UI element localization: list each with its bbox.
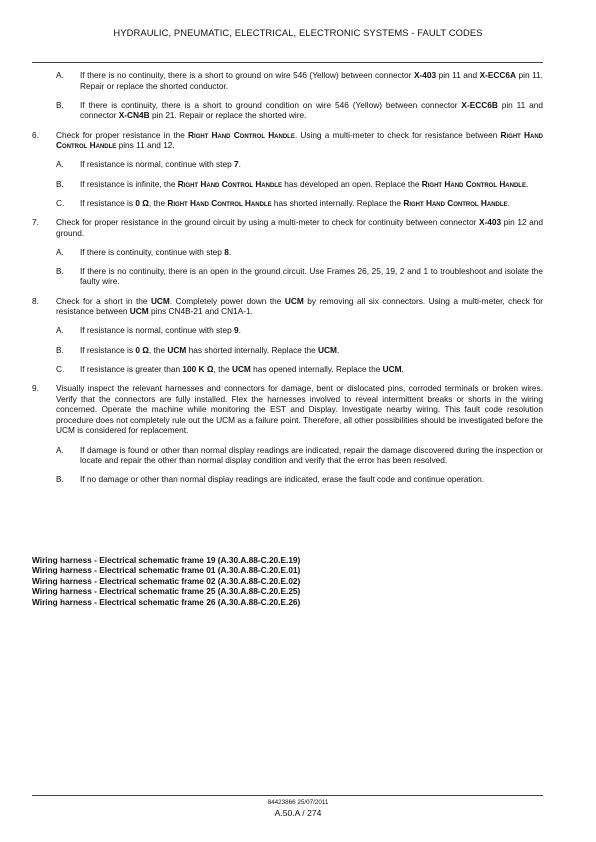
bold-term: UCM	[231, 363, 251, 374]
step-marker: 9.	[32, 383, 39, 393]
step-marker: A.	[56, 325, 64, 336]
step-text: . Completely power down the	[169, 295, 285, 306]
step-marker: 7.	[32, 216, 39, 227]
procedure-step	[32, 383, 543, 436]
procedure-substep	[32, 179, 543, 190]
step-marker: 8.	[32, 295, 39, 306]
step-text: by removing all six connectors. Using a multi-meter, check for resistance between	[56, 295, 543, 317]
bold-term: X-403	[413, 70, 437, 80]
step-text: has opened internally. Replace the	[250, 363, 383, 374]
component-name: Right Hand Control Handle	[421, 178, 526, 189]
step-text: has shorted internally. Replace the	[186, 344, 319, 355]
bold-term: UCM	[284, 295, 304, 306]
step-text: , the	[148, 197, 168, 208]
page-number: A.50.A / 274	[274, 808, 322, 818]
schematic-link[interactable]: Wiring harness - Electrical schematic frame 02 (A.30.A.88-C.20.E.02)	[32, 575, 301, 586]
step-text: If resistance is normal, continue with step	[80, 325, 235, 336]
component-name: Right Hand Control Handle	[403, 197, 508, 208]
step-text: .	[238, 325, 241, 336]
page-header-title: HYDRAULIC, PNEUMATIC, ELECTRICAL, ELECTRONIC SYSTEMS - FAULT CODES	[113, 27, 483, 38]
bold-term: 9	[234, 325, 239, 336]
step-marker: B.	[56, 99, 64, 110]
schematic-link[interactable]: Wiring harness - Electrical schematic frame 26 (A.30.A.88-C.20.E.26)	[32, 596, 301, 607]
procedure-step	[32, 217, 543, 238]
procedure-step	[32, 130, 543, 151]
step-text: .	[238, 159, 241, 170]
schematic-link[interactable]: Wiring harness - Electrical schematic frame 19 (A.30.A.88-C.20.E.19)	[32, 555, 301, 565]
step-text: pins CN4B-21 and CN1A-1.	[148, 306, 253, 317]
step-text: pin 11. Repair or replace the shorted conductor.	[80, 70, 543, 91]
step-text: If there is continuity, there is a short to ground condition on wire 546 (Yellow) between connector	[80, 99, 462, 110]
step-text: .	[507, 197, 510, 208]
step-text: If no damage or other than normal display readings are indicated, erase the fault code and continue operation.	[80, 474, 485, 485]
step-text: pin 11 and	[436, 70, 480, 80]
step-text: pin 21. Repair or replace the shorted wire.	[149, 110, 307, 121]
bold-term: X-ECC6A	[479, 70, 517, 80]
procedure-substep	[32, 364, 543, 375]
bold-term: UCM	[150, 295, 170, 306]
step-text: .	[401, 363, 404, 374]
procedure-substep	[32, 70, 543, 91]
step-text: If resistance is normal, continue with step	[80, 159, 235, 170]
step-text: .	[228, 246, 232, 257]
bold-term: 0 Ω	[135, 344, 149, 355]
step-text: Check for proper resistance in the	[56, 129, 189, 140]
step-text: pin 11 and connector	[80, 99, 543, 121]
procedure-body	[32, 70, 543, 485]
step-marker: B.	[56, 474, 64, 485]
schematic-link[interactable]: Wiring harness - Electrical schematic frame 25 (A.30.A.88-C.20.E.25)	[32, 586, 301, 597]
bold-term: X-CN4B	[118, 110, 150, 121]
bold-term: UCM	[382, 363, 402, 374]
step-marker: B.	[56, 265, 64, 276]
related-links	[32, 555, 552, 607]
bold-term: X-ECC6B	[461, 99, 498, 110]
step-text: .	[525, 178, 529, 189]
procedure-substep	[32, 100, 543, 121]
step-text: has developed an open. Replace the	[281, 178, 422, 189]
step-text: , the	[148, 344, 168, 355]
step-text: If there is continuity, continue with step	[80, 246, 225, 257]
step-marker: A.	[56, 444, 64, 455]
component-name: Right Hand Control Handle	[167, 197, 272, 208]
step-marker: A.	[56, 246, 64, 257]
procedure-substep	[32, 325, 543, 336]
step-marker: B.	[56, 178, 64, 189]
bold-term: 8	[224, 246, 229, 257]
step-text: pins 11 and 12.	[116, 140, 175, 151]
procedure-substep	[32, 474, 543, 485]
step-text: Visually inspect the relevant harnesses and connectors for damage, bent or dislocated pins, corroded terminals or broken wires. Verify that the connectors are fully installed. Flex the harnesses involved to reveal intermittent breaks or shorts in the wiring concerned. Operate the machine while monitoring the EST and Display. Investigate nearby wiring. This fault code resolution procedure does not completely rule out the UCM as a failure point. Therefore, all other possibilities should be investigated before the UCM is considered for replacement.	[56, 383, 543, 436]
step-text: has shorted internally. Replace the	[271, 197, 404, 208]
procedure-step	[32, 296, 543, 317]
procedure-substep	[32, 198, 543, 209]
procedure-substep	[32, 345, 543, 356]
step-text: .	[336, 344, 340, 355]
procedure-substep	[32, 445, 543, 466]
step-text: If there is no continuity, there is a short to ground on wire 546 (Yellow) between connector	[80, 70, 414, 80]
bold-term: 7	[234, 159, 239, 170]
bold-term: 100 K Ω	[182, 363, 214, 374]
step-text: If resistance is infinite, the	[80, 178, 178, 189]
step-marker: B.	[56, 344, 64, 355]
step-marker: 6.	[32, 129, 39, 140]
bold-term: UCM	[129, 306, 149, 317]
step-marker: A.	[56, 70, 64, 80]
procedure-substep	[32, 159, 543, 170]
step-marker: C.	[56, 197, 65, 208]
document-id: 84423866 25/07/2011	[267, 799, 329, 806]
step-text: pin 12 and ground.	[56, 216, 543, 238]
step-text: , the	[213, 363, 232, 374]
step-text: If resistance is greater than	[80, 363, 183, 374]
header-divider	[32, 62, 543, 63]
step-text: If resistance is	[80, 344, 136, 355]
step-marker: C.	[56, 363, 65, 374]
procedure-substep	[32, 247, 543, 258]
procedure-substep	[32, 266, 543, 287]
bold-term: UCM	[318, 344, 337, 355]
bold-term: X-403	[478, 216, 502, 227]
bold-term: UCM	[167, 344, 187, 355]
component-name: Right Hand Control Handle	[177, 178, 282, 189]
step-text: Check for a short in the	[56, 295, 151, 306]
component-name: Right Hand Control Handle	[188, 129, 295, 140]
step-text: If there is no continuity, there is an open in the ground circuit. Use Frames 26, 25, 19, 2 and 1 to troubleshoot and isolate the faulty wire.	[80, 265, 543, 287]
footer-divider	[32, 795, 543, 796]
step-text: If damage is found or other than normal display readings are indicated, repair the damage discovered during the inspection or locate and repair the other than normal display condition and verify that the error has been resolved.	[80, 444, 543, 466]
schematic-link[interactable]: Wiring harness - Electrical schematic frame 01 (A.30.A.88-C.20.E.01)	[32, 565, 301, 576]
component-name: Right Hand Control Handle	[56, 129, 543, 151]
step-text: Check for proper resistance in the ground circuit by using a multi-meter to check for continuity between connector	[56, 216, 479, 227]
step-text: . Using a multi-meter to check for resistance between	[294, 129, 501, 140]
step-marker: A.	[56, 159, 64, 170]
bold-term: 0 Ω	[135, 197, 149, 208]
step-text: If resistance is	[80, 197, 136, 208]
